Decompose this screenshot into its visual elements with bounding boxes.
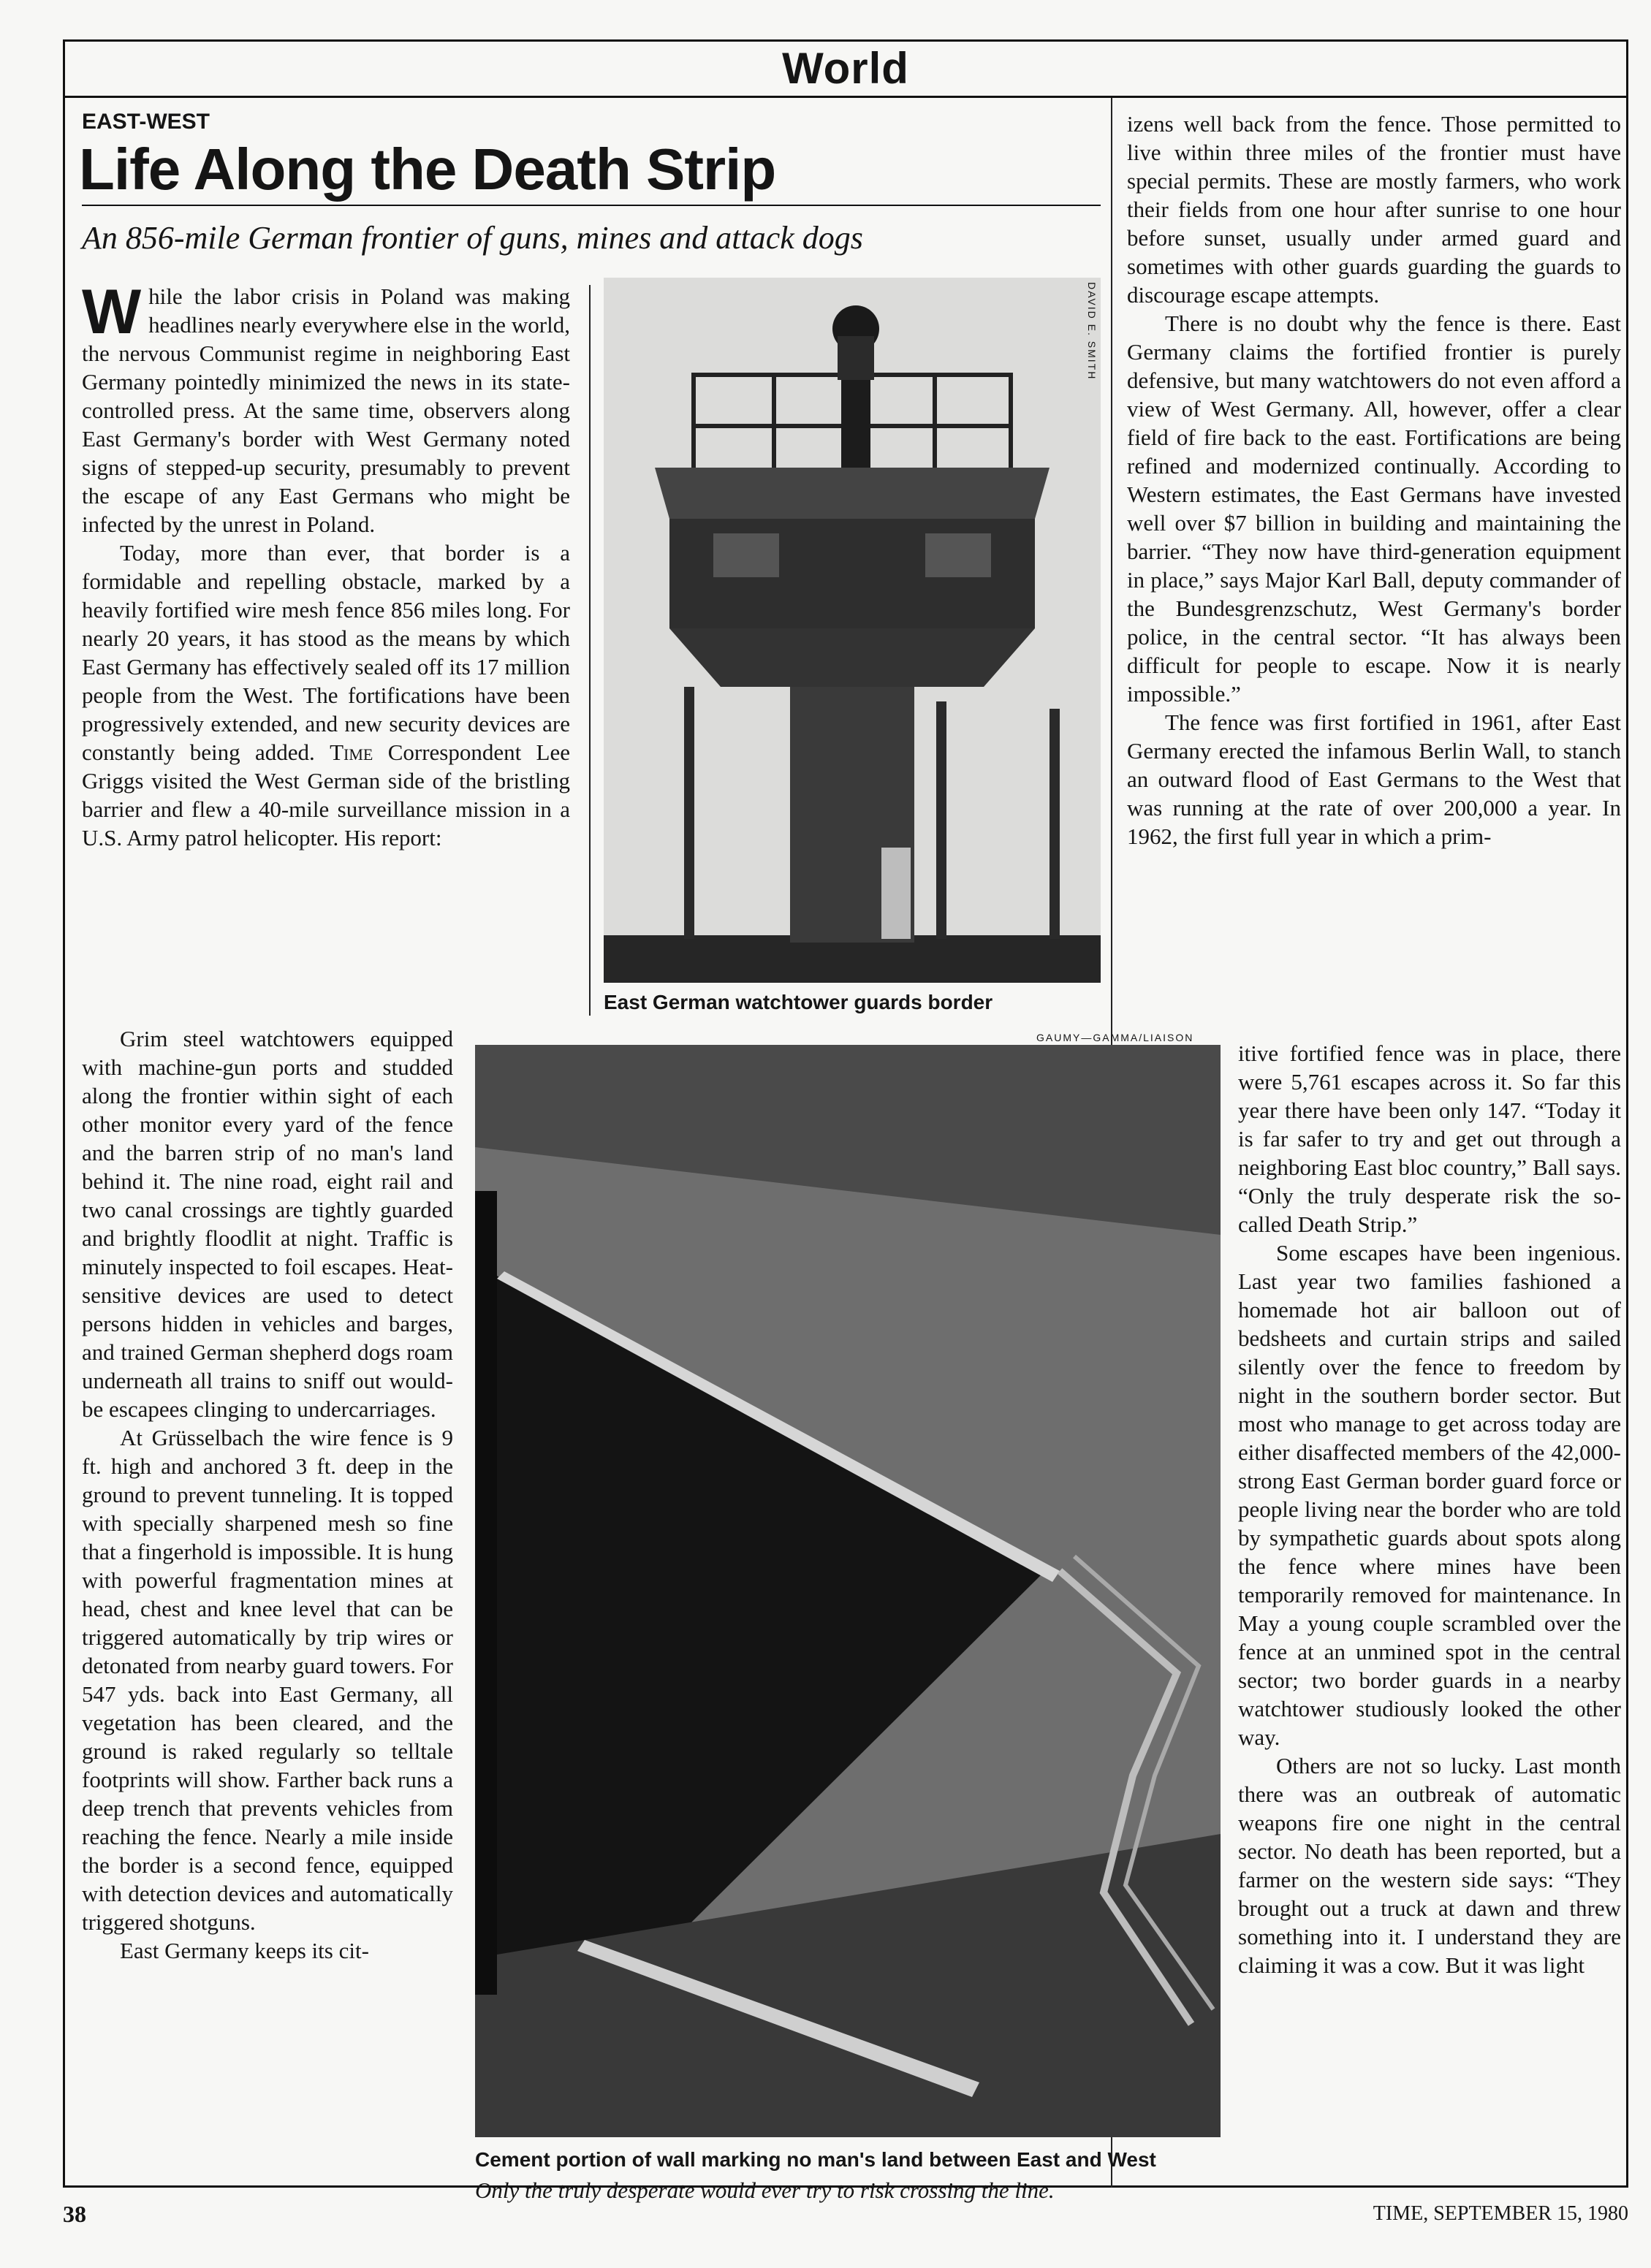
page-number: 38 [63, 2201, 86, 2227]
column-rule-left [589, 285, 591, 1016]
section-header [63, 39, 1628, 98]
headline-rule [82, 205, 1101, 206]
paragraph: There is no doubt why the fence is there. East Germany claims the fortified frontier is purely defensive, but many watchtowers do not even afford a view of West Germany. All, however, offer a clear field of fire back to the east. Fortifications are being refined and modernized continually. According to Western estimates, the East Germans have invested well over $7 billion in building and maintaining the barrier. “They now have third-generation equipment in place,” says Major Karl Ball, deputy commander of the Bundesgrenzschutz, West Germany's border police, in the central sector. “It has always been difficult for people to escape. Now it is nearly impossible.” [1127, 311, 1621, 707]
column-3-lower [1238, 1039, 1621, 1979]
wall-photo [475, 1045, 1221, 2137]
photo-caption: East German watchtower guards border [604, 991, 993, 1013]
paragraph: At Grüsselbach the wire fence is 9 ft. high and anchored 3 ft. deep in the ground to prevent tunneling. It is topped with specially sharpened mesh so fine that a fingerhold is impossible. It is hung with powerful fragmentation mines at head, chest and knee level that can be triggered automatically by trip wires or detonated from nearby guard towers. For 547 yds. back into East Germany, all vegetation has been cleared, and the ground is raked regularly so telltale footprints will show. Farther back runs a deep trench that prevents vehicles from reaching the fence. Nearly a mile inside the border is a second fence, equipped with detection devices and automatically triggered shotguns. [82, 1425, 454, 1935]
headline: Life Along the Death Strip [79, 137, 776, 202]
paragraph: The fence was first fortified in 1961, after East Germany erected the infamous Berlin Wall, to stanch an outward flood of East Germans to the West that was running at the rate of over 200,000 a year. In 1962, the first full year in which a prim- [1127, 709, 1621, 849]
paragraph: itive fortified fence was in place, there were 5,761 escapes across it. So far this year there have been only 147. “Today it is far safer to try and get out through a neighboring East bloc country,” Ball says. “Only the truly desperate risk the so-called Death Strip.” [1238, 1040, 1621, 1237]
photo-credit: DAVID E. SMITH [1086, 282, 1098, 381]
drop-cap: W [82, 277, 142, 347]
issue-date: TIME, SEPTEMBER 15, 1980 [1373, 2202, 1628, 2225]
paragraph: While the labor crisis in Poland was making headlines nearly everywhere else in the world, the nervous Communist regime in neighboring East Germany pointedly minimized the news in its state-controlled press. At the same time, observers along East Germany's border with West Germany noted signs of stepped-up security, presumably to prevent the escape of any East Germans who might be infected by the unrest in Poland. [82, 277, 570, 537]
paragraph: Some escapes have been ingenious. Last year two families fashioned a homemade hot air balloon out of bedsheets and curtain strips and sailed silently over the fence to freedom by night in the southern border sector. But most who manage to get across today are either disaffected members of the 42,000-strong East German border guard force or people living near the border who are told by sympathetic guards about spots along the fence where mines have been temporarily removed for maintenance. In May a young couple scrambled over the fence at an unmined spot in the central sector; two border guards in a nearby watchtower studiously looked the other way. [1238, 1240, 1621, 1750]
deck: An 856-mile German frontier of guns, mines and attack dogs [82, 220, 863, 256]
photo-subcaption: Only the truly desperate would ever try to risk crossing the line. [475, 2177, 1055, 2203]
paragraph: izens well back from the fence. Those permitted to live within three miles of the frontier must have special permits. These are mostly farmers, who work their fields from one hour after sunrise to one hour before sunset, usually under armed guard and sometimes with other guards guarding the guards to discourage escape attempts. [1127, 111, 1621, 308]
column-1-lower [82, 1024, 453, 1965]
paragraph: Others are not so lucky. Last month there was an outbreak of automatic weapons fire one night in the central sector. No death has been reported, but a farmer on the western side says: “They brought out a truck at dawn and threw something into it. I understand they are claiming it was a cow. But it was light [1238, 1753, 1621, 1978]
watchtower-image [604, 278, 1101, 983]
paragraph: Today, more than ever, that border is a formidable and repelling obstacle, marked by a heavily fortified wire mesh fence 856 miles long. For nearly 20 years, it has stood as the means by which East Germany has effectively sealed off its 17 million people from the West. The fortifications have been progressively extended, and new security devices are constantly being added. Time Correspondent Lee Griggs visited the West German side of the bristling barrier and flew a 40-mile surveillance mission in a U.S. Army patrol helicopter. His report: [82, 540, 571, 850]
column-1-upper [82, 277, 571, 852]
wall-image [475, 1045, 1221, 2137]
paragraph: East Germany keeps its cit- [120, 1938, 369, 1963]
watchtower-photo [604, 278, 1101, 983]
paragraph: Grim steel watchtowers equipped with machine-gun ports and studded along the frontier within sight of each other monitor every yard of the fence and the barren strip of no man's land behind it. The nine road, eight rail and two canal crossings are tightly guarded and brightly floodlit at night. Traffic is minutely inspected to foil escapes. Heat-sensitive devices are used to detect persons hidden in vehicles and barges, and trained German shepherd dogs roam underneath all trains to sniff out would-be escapees clinging to undercarriages. [82, 1026, 453, 1422]
kicker: EAST-WEST [82, 110, 210, 134]
section-label: World [782, 44, 909, 93]
magazine-name: Time [330, 739, 373, 765]
photo-caption: Cement portion of wall marking no man's land between East and West [475, 2148, 1156, 2171]
column-3-upper [1127, 110, 1621, 850]
photo-credit: GAUMY—GAMMA/LIAISON [1036, 1032, 1194, 1043]
